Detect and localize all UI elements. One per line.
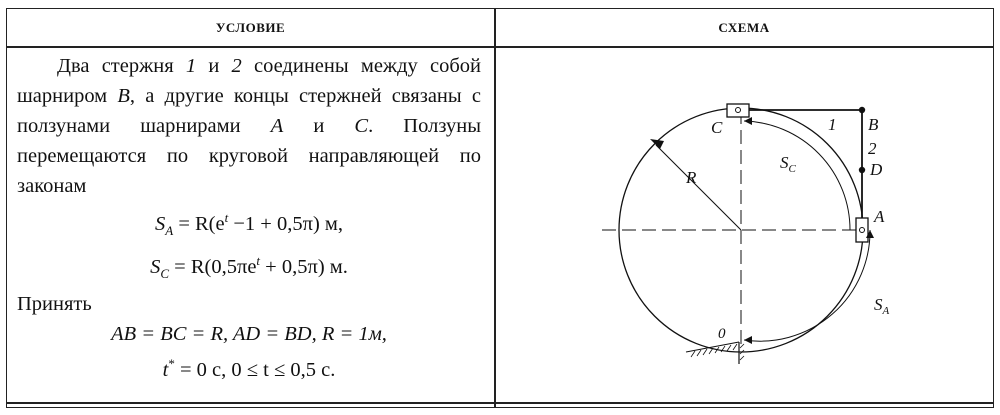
accept-label: Принять	[17, 292, 92, 315]
scheme-drawing	[496, 48, 993, 402]
label-r: R	[686, 168, 697, 187]
sc-arrow	[744, 117, 752, 125]
label-o: 0	[718, 326, 726, 342]
point-d	[859, 167, 865, 173]
mechanism-scheme	[496, 48, 993, 402]
label-sc: $S_C$	[780, 153, 796, 175]
given-values: AB = BC = R, AD = BD, R = 1м,	[111, 322, 387, 345]
radius-arrow	[650, 139, 664, 149]
label-sa: $S_A$	[874, 295, 890, 317]
task-table	[6, 8, 994, 408]
label-a: A	[874, 207, 885, 226]
law-of-motion-c: $S_C = R(0,5\pi e^t + 0,5\pi)$ м.	[150, 252, 348, 281]
hinge-b	[859, 107, 865, 113]
label-d: D	[870, 160, 883, 179]
time-values: t* = 0 с, 0 ≤ t ≤ 0,5 с.	[162, 355, 336, 381]
law-of-motion-a: $S_A = R(e^t -1 + 0,5\pi)$ м,	[154, 210, 344, 238]
scheme-header: СХЕМА	[718, 19, 770, 35]
radius-line	[656, 145, 741, 230]
condition-header: УСЛОВИЕ	[215, 19, 286, 35]
bottom-row-divider	[7, 402, 993, 404]
label-rod-2: 2	[868, 139, 877, 158]
label-b: B	[868, 115, 879, 134]
label-c: C	[711, 118, 723, 137]
condition-text	[17, 51, 481, 385]
problem-statement: Два стержня 1 и 2 соединены между собой шарниром B, а другие концы стержней связаны с ползунами шарнирами A и C. Ползуны перемещаются по круговой направляющей по законам	[17, 55, 481, 197]
label-rod-1: 1	[828, 115, 837, 134]
arc-sa	[744, 230, 870, 341]
arc-sc	[744, 121, 850, 230]
